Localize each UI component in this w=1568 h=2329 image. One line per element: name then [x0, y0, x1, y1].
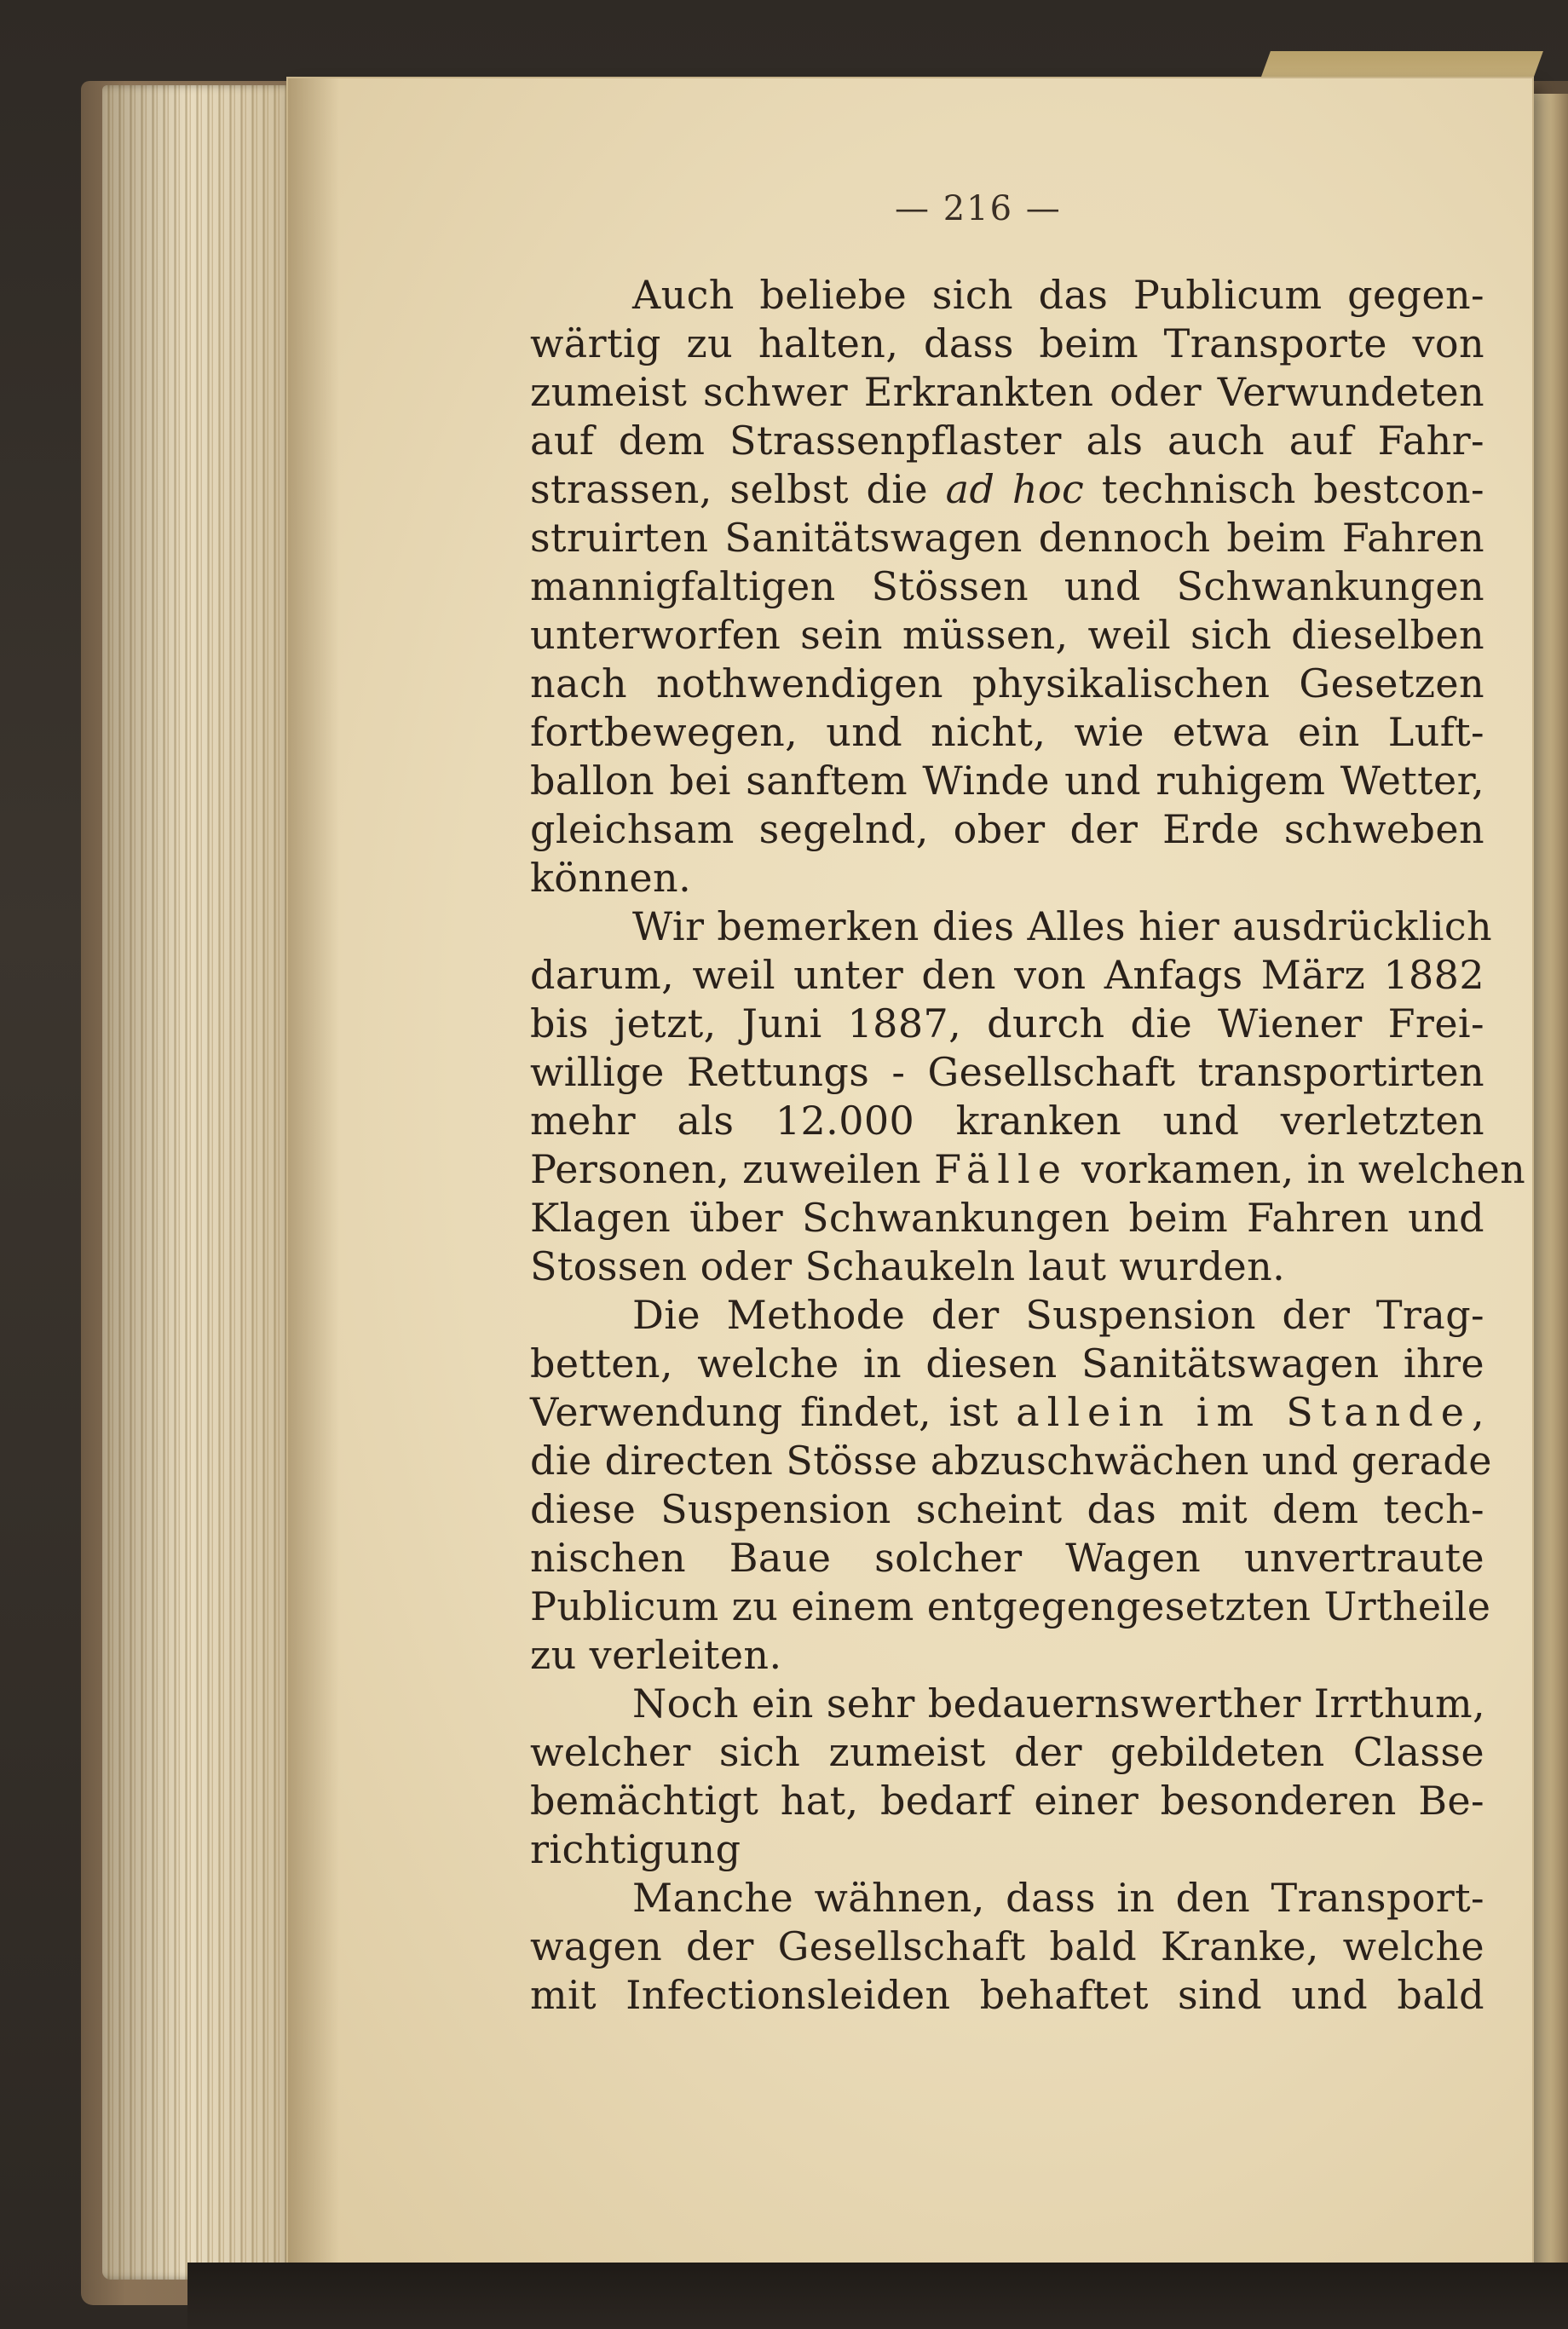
paragraph — [530, 271, 1484, 902]
text-line: Auch beliebe sich das Publicum gegen- — [632, 272, 1484, 318]
text-line: Personen, zuweilen Fälle vorkamen, in welchen — [530, 1146, 1526, 1192]
text-line: strassen, selbst die ad hoc technisch bestcon- — [530, 466, 1484, 512]
text-line: nach nothwendigen physikalischen Gesetzen — [530, 660, 1484, 706]
text-line: zumeist schwer Erkrankten oder Verwundeten — [530, 369, 1484, 415]
text-line: zu verleiten. — [530, 1632, 782, 1678]
text-line: ballon bei sanftem Winde und ruhigem Wetter, — [530, 758, 1484, 804]
text-line: Noch ein sehr bedauernswerther Irrthum, — [632, 1680, 1486, 1727]
text-line: diese Suspension scheint das mit dem tech- — [530, 1486, 1484, 1532]
paragraph — [530, 902, 1526, 1291]
text-line: mehr als 12.000 kranken und verletzten — [530, 1098, 1484, 1144]
text-line: willige Rettungs - Gesellschaft transportirten — [530, 1049, 1484, 1095]
text-line: bis jetzt, Juni 1887, durch die Wiener Frei- — [530, 1000, 1484, 1046]
text-line: Stossen oder Schaukeln laut wurden. — [530, 1243, 1286, 1289]
text-line: Verwendung findet, ist allein im Stande, — [530, 1389, 1485, 1435]
gutter-shadow — [288, 78, 339, 2286]
emphasized-phrase: allein im Stande — [1016, 1389, 1472, 1435]
text-line: darum, weil unter den von Anfags März 1882 — [530, 952, 1484, 998]
paragraph — [530, 1680, 1484, 1874]
text-line: fortbewegen, und nicht, wie etwa ein Luft- — [530, 709, 1484, 755]
text-line: unterworfen sein müssen, weil sich dieselben — [530, 612, 1484, 658]
paragraph — [530, 1874, 1484, 2020]
paragraph — [530, 1291, 1492, 1680]
text-line: struirten Sanitätswagen dennoch beim Fahren — [530, 515, 1484, 561]
background-surface — [187, 2263, 1568, 2329]
text-line: mannigfaltigen Stössen und Schwankungen — [530, 563, 1484, 609]
text-line: die directen Stösse abzuschwächen und gerade — [530, 1438, 1492, 1484]
page-stack-shading — [102, 85, 298, 2280]
text-line: können. — [530, 855, 692, 901]
text-line: nischen Baue solcher Wagen unvertraute — [530, 1535, 1484, 1581]
emphasized-phrase: Fälle — [934, 1146, 1069, 1192]
italic-phrase: ad hoc — [945, 466, 1085, 512]
page-number: — 216 — — [895, 189, 1062, 228]
body-text — [530, 271, 1526, 2020]
text-line: welcher sich zumeist der gebildeten Classe — [530, 1729, 1484, 1775]
text-line: Die Methode der Suspension der Trag- — [632, 1292, 1484, 1338]
text-line: auf dem Strassenpflaster als auch auf Fahr- — [530, 418, 1484, 464]
text-line: wagen der Gesellschaft bald Kranke, welche — [530, 1923, 1484, 1969]
text-line: gleichsam segelnd, ober der Erde schweben — [530, 806, 1484, 852]
text-line: mit Infectionsleiden behaftet sind und bald — [530, 1972, 1484, 2018]
text-line: Manche wähnen, dass in den Transport- — [632, 1875, 1484, 1921]
text-line: Klagen über Schwankungen beim Fahren und — [530, 1195, 1484, 1241]
text-line: richtigung — [530, 1826, 741, 1872]
text-line: Publicum zu einem entgegengesetzten Urtheile — [530, 1583, 1491, 1629]
text-line: betten, welche in diesen Sanitätswagen ihre — [530, 1340, 1484, 1386]
text-line: Wir bemerken dies Alles hier ausdrücklich — [632, 903, 1493, 949]
text-line: wärtig zu halten, dass beim Transporte von — [530, 320, 1484, 366]
text-line: bemächtigt hat, bedarf einer besonderen Be- — [530, 1778, 1484, 1824]
